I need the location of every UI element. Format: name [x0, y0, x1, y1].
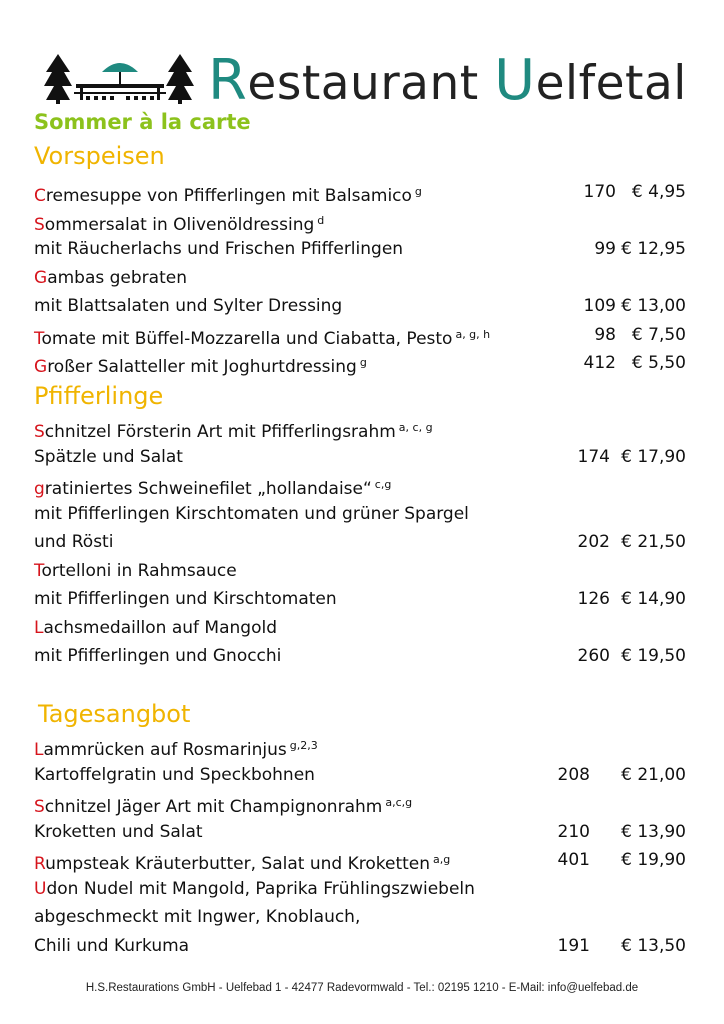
dish-text: Kartoffelgratin und Speckbohnen [34, 764, 315, 785]
dish-price: € 13,50 [621, 935, 686, 956]
dish-number: 170 [583, 182, 616, 202]
section-title: Vorspeisen [34, 142, 165, 170]
dish-text: mit Blattsalaten und Sylter Dressing [34, 296, 343, 316]
allergen-codes: a,g [433, 853, 451, 866]
menu-line [34, 321, 694, 349]
dish-number: 191 [557, 935, 590, 956]
section-title: Tagesangbot [38, 700, 191, 728]
dish-price: € 14,90 [621, 589, 686, 609]
dish-text: roßer Salatteller mit Joghurtdressing [47, 357, 357, 377]
menu-line [34, 903, 694, 931]
dish-number: 208 [557, 764, 590, 785]
allergen-codes: a, g, h [455, 327, 491, 341]
dish-initial: S [34, 797, 45, 817]
menu-line [34, 178, 694, 206]
dish-initial: L [34, 740, 44, 760]
dish-text: ratiniertes Schweinefilet „hollandaise“ [44, 479, 372, 499]
menu-line [34, 264, 694, 292]
dish-text: chnitzel Försterin Art mit Pfifferlingsrahm [44, 422, 396, 442]
dish-text: umpsteak Kräuterbutter, Salat und Kroketten [45, 854, 431, 874]
dish-price: € 19,50 [621, 646, 686, 666]
dish-number: 401 [557, 850, 590, 870]
menu-line [34, 875, 694, 903]
dish-initial: G [34, 267, 48, 288]
dish-price: € 19,90 [621, 850, 686, 870]
allergen-codes: c,g [374, 478, 392, 491]
dish-text: ortelloni in Rahmsauce [41, 560, 237, 581]
menu-line [34, 557, 694, 585]
dish-price: € 21,00 [621, 764, 686, 785]
dish-initial: R [34, 854, 46, 874]
menu-line [34, 932, 694, 960]
menu-line [34, 207, 694, 235]
restaurant-header [44, 48, 687, 113]
dish-text: omate mit Büffel-Mozzarella und Ciabatta, Pesto [41, 328, 453, 349]
dish-number: 260 [577, 646, 610, 666]
dish-text: don Nudel mit Mangold, Paprika Frühlingszwiebeln [46, 878, 475, 899]
menu-line [34, 349, 694, 377]
menu-line [34, 585, 694, 613]
dish-text: mit Pfifferlingen und Gnocchi [34, 646, 282, 666]
dish-initial: S [34, 422, 45, 442]
dish-number: 202 [577, 532, 610, 552]
dish-price: € 12,95 [621, 239, 686, 259]
dish-price: € 7,50 [631, 324, 686, 345]
dish-text: Spätzle und Salat [34, 446, 183, 467]
dish-text: und Rösti [34, 532, 114, 552]
dish-price: € 5,50 [631, 353, 686, 373]
dish-text: abgeschmeckt mit Ingwer, Knoblauch, [34, 907, 361, 927]
allergen-codes: g [414, 185, 422, 198]
menu-line [34, 818, 694, 846]
dish-initial: T [34, 328, 42, 349]
dish-number: 412 [583, 353, 616, 373]
dish-number: 98 [594, 324, 616, 345]
trees-and-picnic-table-logo [44, 50, 196, 104]
menu-line [34, 528, 694, 556]
dish-number: 126 [577, 589, 610, 609]
dish-text: mit Räucherlachs und Frischen Pfifferlingen [34, 239, 404, 259]
allergen-codes: a, c, g [398, 421, 433, 434]
dish-price: € 13,00 [621, 296, 686, 316]
dish-text: ambas gebraten [47, 267, 187, 288]
dish-number: 99 [594, 239, 616, 259]
allergen-codes: d [317, 213, 325, 227]
menu-line [34, 789, 694, 817]
dish-text: Chili und Kurkuma [34, 935, 190, 956]
dish-initial: L [34, 617, 44, 638]
footer-contact: H.S.Restaurations GmbH - Uelfebad 1 - 42477 Radevormwald - Tel.: 02195 1210 - E-Mail: info@uelfebad.de [85, 982, 639, 994]
dish-text: remesuppe von Pfifferlingen mit Balsamico [45, 186, 412, 206]
dish-number: 109 [583, 296, 616, 316]
menu-line [34, 292, 694, 320]
section-title: Pfifferlinge [34, 382, 164, 410]
dish-text: ammrücken auf Rosmarinjus [43, 740, 287, 760]
dish-text: ommersalat in Olivenöldressing [44, 214, 315, 235]
dish-initial: U [34, 878, 47, 899]
allergen-codes: g [359, 356, 367, 369]
menu-line [34, 614, 694, 642]
dish-text: Kroketten und Salat [34, 821, 203, 842]
menu-line [34, 846, 694, 874]
dish-price: € 4,95 [631, 182, 686, 202]
menu-line [34, 500, 694, 528]
menu-line [34, 414, 694, 442]
menu-line [34, 443, 694, 471]
dish-text: chnitzel Jäger Art mit Champignonrahm [44, 797, 383, 817]
menu-line [34, 732, 694, 760]
allergen-codes: a,c,g [385, 796, 413, 809]
menu-line [34, 471, 694, 499]
dish-number: 210 [557, 821, 590, 842]
dish-price: € 21,50 [621, 532, 686, 552]
menu-subtitle: Sommer à la carte [34, 110, 251, 134]
dish-number: 174 [577, 446, 610, 467]
menu-line [34, 761, 694, 789]
dish-initial: G [34, 357, 48, 377]
menu-line [34, 642, 694, 670]
dish-price: € 17,90 [621, 446, 686, 467]
dish-initial: S [34, 214, 45, 235]
menu-line [34, 235, 694, 263]
allergen-codes: g,2,3 [289, 739, 318, 752]
dish-initial: C [34, 186, 46, 206]
dish-text: mit Pfifferlingen Kirschtomaten und grüner Spargel [34, 503, 469, 524]
dish-price: € 13,90 [621, 821, 686, 842]
dish-text: achsmedaillon auf Mangold [43, 617, 278, 638]
dish-text: mit Pfifferlingen und Kirschtomaten [34, 589, 337, 609]
dish-initial: T [34, 560, 42, 581]
dish-initial: g [34, 479, 45, 499]
restaurant-name: Restaurant Uelfetal [208, 48, 687, 113]
